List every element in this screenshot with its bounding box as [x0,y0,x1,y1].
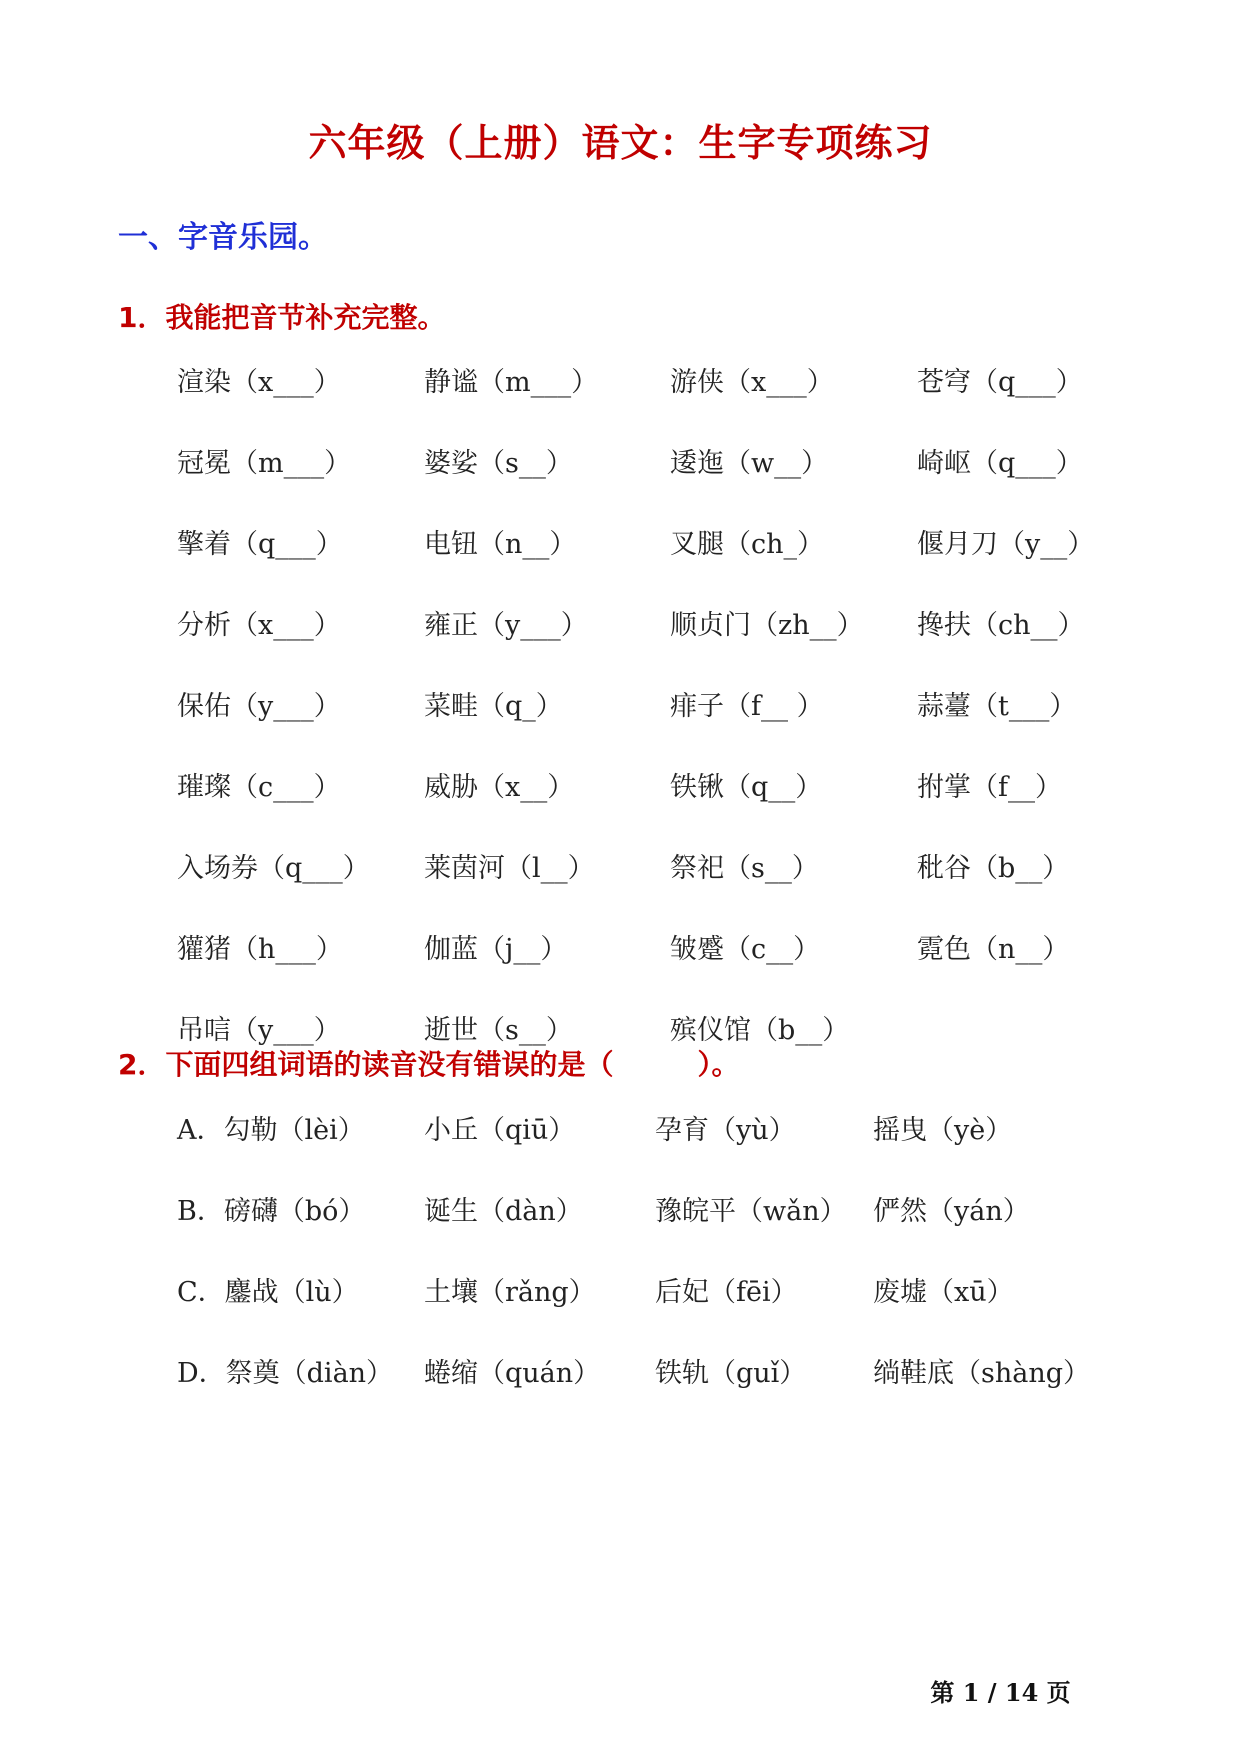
pinyin-item-r5-c2: 菜畦（q_） [424,691,563,722]
pinyin-item-r2-c1: 冠冕（m___） [177,448,352,479]
option-item-r4-c4: 绱鞋底（shàng） [873,1358,1091,1389]
option-item-r3-c3: 后妃（fēi） [655,1277,798,1308]
page-title: 六年级（上册）语文：生字专项练习 [308,120,933,165]
pinyin-item-r2-c2: 婆娑（s__） [424,448,573,479]
pinyin-item-r4-c1: 分析（x___） [177,610,341,641]
pinyin-item-r4-c4: 搀扶（ch__） [917,610,1085,641]
pinyin-item-r4-c2: 雍正（y___） [424,610,588,641]
option-item-r3-c4: 废墟（xū） [873,1277,1014,1308]
pinyin-item-r8-c4: 霓色（n__） [917,934,1070,965]
pinyin-item-r2-c4: 崎岖（q___） [917,448,1083,479]
page-number [0,1673,1241,1708]
option-item-r4-c2: 蜷缩（quán） [424,1358,601,1389]
pinyin-item-r6-c1: 璀璨（c___） [177,772,341,803]
option-item-r1-c4: 摇曳（yè） [873,1115,1013,1146]
pinyin-item-r9-c1: 吊唁（y___） [177,1015,341,1046]
pinyin-item-r1-c1: 渲染（x___） [177,367,341,398]
pinyin-item-r1-c2: 静谧（m___） [424,367,599,398]
pinyin-item-r1-c3: 游侠（x___） [670,367,834,398]
question-2-heading: 2．下面四组词语的读音没有错误的是（ ）。 [118,1048,740,1081]
option-item-r3-c1: C．鏖战（lù） [177,1277,359,1308]
pinyin-item-r3-c2: 电钮（n__） [424,529,577,560]
option-item-r2-c2: 诞生（dàn） [424,1196,583,1227]
pinyin-item-r6-c4: 拊掌（f__） [917,772,1062,803]
pinyin-item-r8-c3: 皱蹙（c__） [670,934,821,965]
option-item-r2-c3: 豫皖平（wǎn） [655,1196,847,1227]
pinyin-item-r5-c4: 蒜薹（t___） [917,691,1077,722]
option-item-r4-c3: 铁轨（guǐ） [655,1358,807,1389]
option-item-r1-c1: A．勾勒（lèi） [177,1115,365,1146]
question-1-heading: 1．我能把音节补充完整。 [118,301,446,334]
option-item-r1-c2: 小丘（qiū） [424,1115,576,1146]
option-item-r1-c3: 孕育（yù） [655,1115,796,1146]
option-item-r2-c4: 俨然（yán） [873,1196,1030,1227]
pinyin-item-r2-c3: 逶迤（w__） [670,448,829,479]
pinyin-item-r6-c2: 威胁（x__） [424,772,575,803]
pinyin-item-r4-c3: 顺贞门（zh__） [670,610,864,641]
section-heading: 一、字音乐园。 [118,220,328,255]
option-item-r3-c2: 土壤（rǎng） [424,1277,596,1308]
pinyin-item-r7-c1: 入场券（q___） [177,853,370,884]
pinyin-item-r3-c3: 叉腿（ch_） [670,529,825,560]
pinyin-item-r9-c3: 殡仪馆（b__） [670,1015,850,1046]
pinyin-item-r7-c4: 秕谷（b__） [917,853,1070,884]
pinyin-item-r9-c2: 逝世（s__） [424,1015,573,1046]
pinyin-item-r7-c3: 祭祀（s__） [670,853,819,884]
option-item-r4-c1: D．祭奠（diàn） [177,1358,394,1389]
pinyin-item-r5-c1: 保佑（y___） [177,691,341,722]
pinyin-item-r8-c2: 伽蓝（j__） [424,934,568,965]
pinyin-item-r8-c1: 獾猪（h___） [177,934,343,965]
pinyin-item-r6-c3: 铁锹（q__） [670,772,823,803]
pinyin-item-r7-c2: 莱茵河（l__） [424,853,595,884]
pinyin-item-r1-c4: 苍穹（q___） [917,367,1083,398]
pinyin-item-r3-c4: 偃月刀（y__） [917,529,1095,560]
option-item-r2-c1: B．磅礴（bó） [177,1196,366,1227]
pinyin-item-r3-c1: 擎着（q___） [177,529,343,560]
pinyin-item-r5-c3: 痱子（f__ ） [670,691,824,722]
page-number-text: 第 1 / 14 页 [930,1678,1071,1707]
